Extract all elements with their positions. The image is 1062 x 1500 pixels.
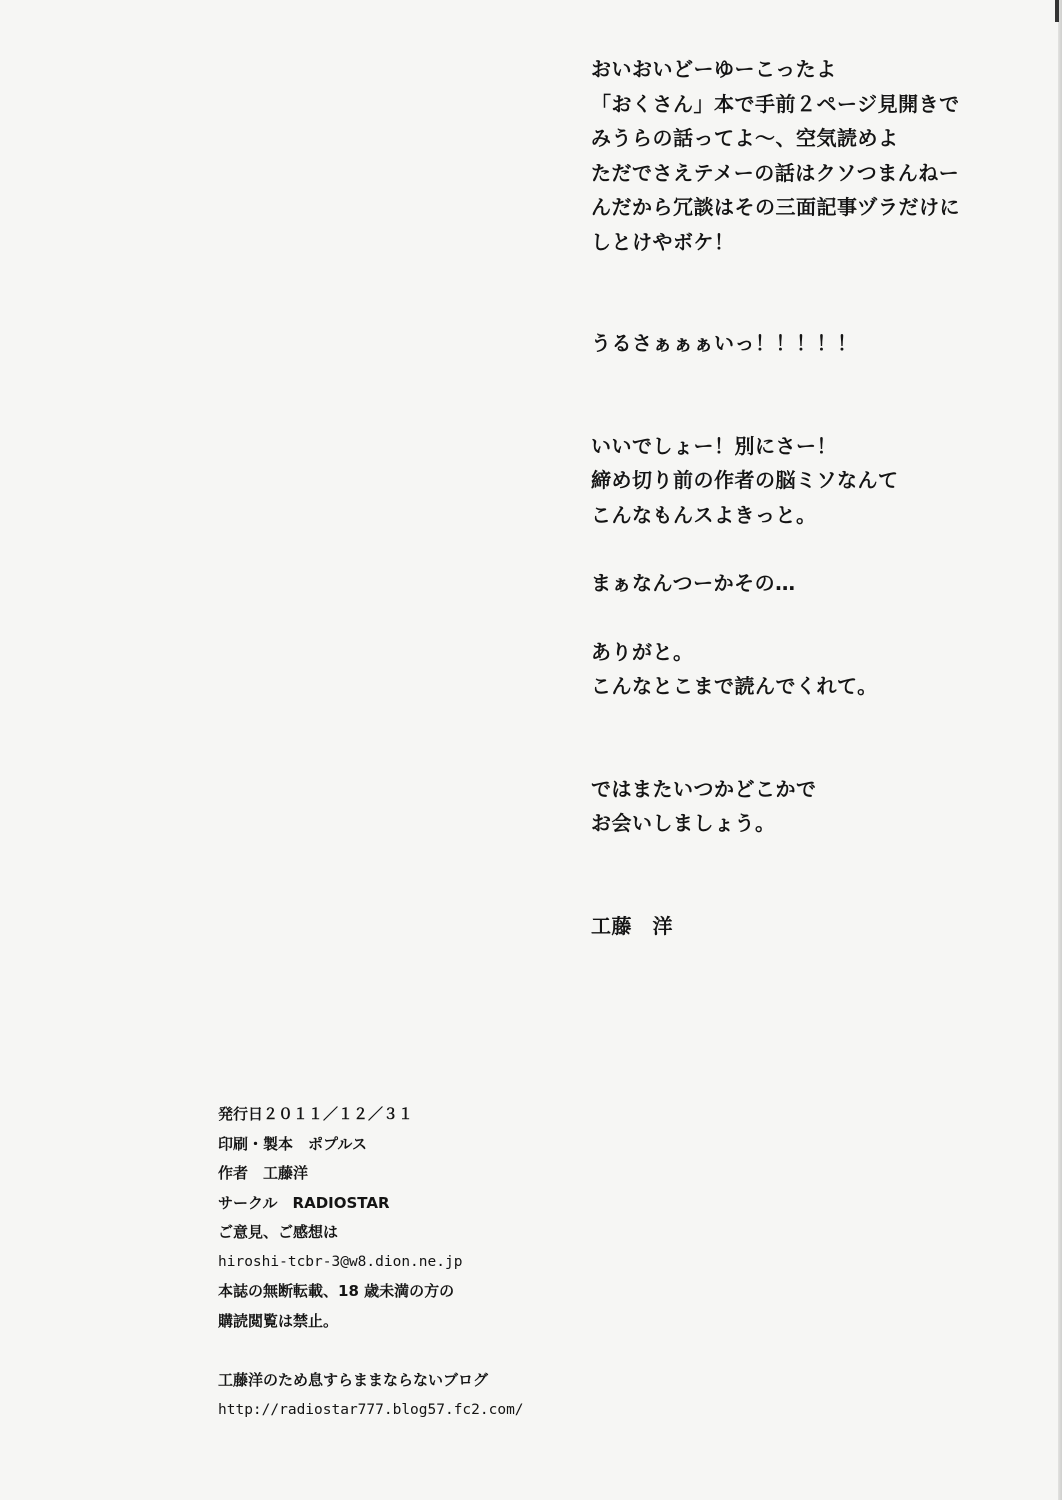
notice-line-1: 本誌の無断転載、18 歳未満の方の [218, 1282, 455, 1300]
message-line: 「おくさん」本で手前２ページ見開きで [591, 91, 960, 116]
page-edge [1058, 0, 1062, 1500]
blog-title: 工藤洋のため息すらままならないブログ [218, 1371, 489, 1389]
feedback-label: ご意見、ご感想は [218, 1223, 339, 1241]
publish-date: 発行日２０１１／１２／３１ [218, 1105, 414, 1123]
message-paragraph-3 [591, 429, 1031, 533]
signature-text: 工藤 洋 [591, 913, 673, 938]
message-line: まぁなんつーかその… [591, 571, 796, 595]
author-info: 作者 工藤洋 [218, 1164, 309, 1182]
message-line: しとけやボケ！ [591, 229, 735, 254]
message-line: こんなもんスよきっと。 [591, 502, 817, 527]
author-signature [591, 909, 1031, 944]
circle-info: サークル RADIOSTAR [218, 1193, 390, 1212]
colophon [218, 1100, 638, 1425]
afterword-message [591, 52, 1031, 943]
message-line: いいでしょー！別にさー！ [591, 433, 837, 458]
message-paragraph-1 [591, 52, 1031, 259]
contact-email: hiroshi-tcbr-3@w8.dion.ne.jp [218, 1253, 463, 1270]
printing-info: 印刷・製本 ポプルス [218, 1134, 367, 1153]
message-paragraph-6 [591, 772, 1031, 841]
message-line: ありがと。 [591, 639, 694, 664]
message-line: こんなとこまで読んでくれて。 [591, 674, 878, 698]
message-paragraph-4 [591, 566, 1031, 601]
message-line: お会いしましょう。 [591, 811, 776, 835]
blog-url: http://radiostar777.blog57.fc2.com/ [218, 1401, 524, 1418]
message-line: んだから冗談はその三面記事ヅラだけに [591, 195, 960, 219]
message-line: みうらの話ってよ～、空気読めよ [591, 126, 899, 150]
message-line: ただでさえテメーの話はクソつまんねー [591, 160, 960, 185]
message-line: 締め切り前の作者の脳ミソなんて [591, 468, 899, 492]
corner-mark [1055, 0, 1059, 22]
message-paragraph-5 [591, 635, 1031, 704]
message-line: おいおいどーゆーこったよ [591, 57, 837, 81]
message-paragraph-2 [591, 326, 1031, 361]
message-line: うるさぁぁぁいっ！！！！！ [591, 331, 858, 355]
notice-line-2: 購読閲覧は禁止。 [218, 1311, 339, 1330]
message-line: ではまたいつかどこかで [591, 776, 817, 801]
